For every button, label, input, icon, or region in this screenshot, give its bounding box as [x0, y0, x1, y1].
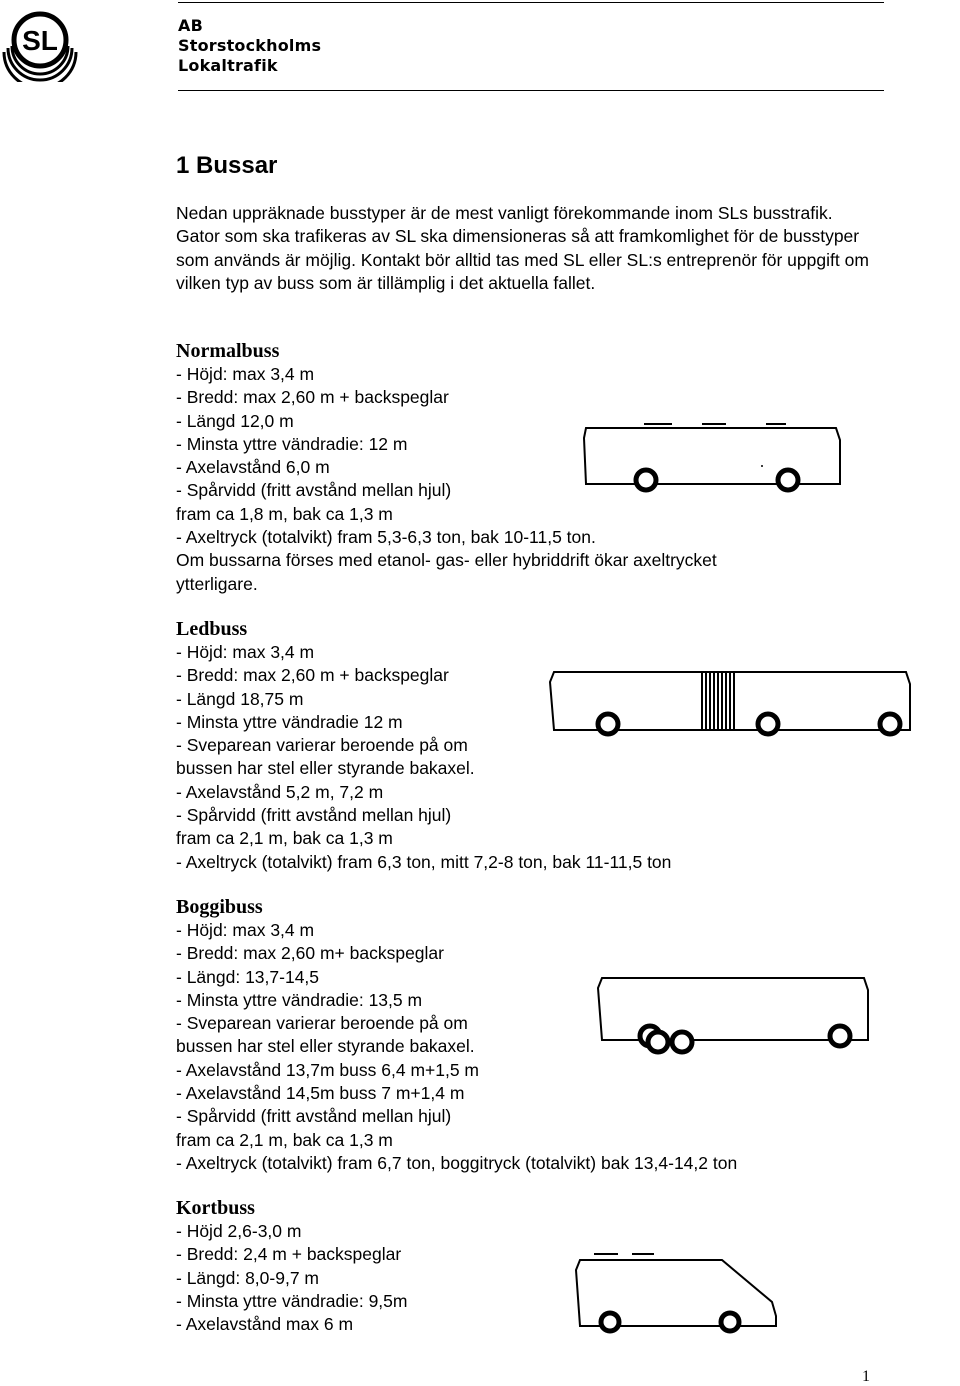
spec-line: bussen har stel eller styrande bakaxel.: [176, 758, 475, 779]
spec-line: - Axeltryck (totalvikt) fram 5,3-6,3 ton, bak 10-11,5 ton.: [176, 527, 596, 548]
company-line-1: AB: [178, 16, 203, 35]
spec-line: - Höjd 2,6-3,0 m: [176, 1221, 302, 1241]
spec-line: ytterligare.: [176, 573, 258, 594]
spec-line: fram ca 1,8 m, bak ca 1,3 m: [176, 503, 393, 524]
spec-line: - Axelavstånd 13,7m buss 6,4 m+1,5 m: [176, 1059, 480, 1080]
section-title: Normalbuss: [176, 340, 280, 362]
intro-paragraph: Nedan uppräknade busstyper är de mest vanligt förekommande inom SLs busstrafik. Gator som ska trafikeras av SL ska dimensioneras så att framkomlighet för de busstyper som används är möjlig. Kontakt bör alltid tas med SL eller SL:s entreprenör för uppgift om vilken typ av buss som är tillämplig i det aktuella fallet.: [176, 203, 869, 293]
spec-line: - Höjd: max 3,4 m: [176, 364, 315, 384]
section-ledbuss: [176, 618, 671, 874]
company-line-2: Storstockholms: [178, 36, 322, 55]
spec-line: - Längd: 13,7-14,5: [176, 966, 320, 987]
spec-line: - Bredd: max 2,60 m + backspeglar: [176, 665, 449, 686]
spec-line: - Höjd: max 3,4 m: [176, 642, 315, 662]
section-title: Boggibuss: [176, 896, 263, 918]
company-name: [178, 16, 321, 76]
spec-line: - Spårvidd (fritt avstånd mellan hjul): [176, 805, 452, 826]
spec-line: - Sveparean varierar beroende på om: [176, 1013, 468, 1034]
spec-list: [176, 1220, 407, 1336]
spec-line: fram ca 2,1 m, bak ca 1,3 m: [176, 1129, 393, 1150]
spec-line: - Bredd: max 2,60 m+ backspeglar: [176, 943, 444, 964]
section-title: Ledbuss: [176, 618, 248, 640]
kortbuss-drawing: [572, 1250, 782, 1336]
spec-line: bussen har stel eller styrande bakaxel.: [176, 1036, 475, 1057]
spec-line: fram ca 2,1 m, bak ca 1,3 m: [176, 828, 393, 849]
spec-line: - Axelavstånd 5,2 m, 7,2 m: [176, 781, 384, 802]
page-heading: 1 Bussar: [176, 152, 278, 179]
spec-line: - Minsta yttre vändradie: 13,5 m: [176, 989, 423, 1010]
spec-line: - Axelavstånd 6,0 m: [176, 457, 330, 478]
section-title: Kortbuss: [176, 1197, 255, 1219]
header-rule-bottom: [178, 90, 884, 91]
spec-line: - Spårvidd (fritt avstånd mellan hjul): [176, 1106, 452, 1127]
spec-line: - Bredd: max 2,60 m + backspeglar: [176, 387, 449, 408]
spec-line: - Axelavstånd max 6 m: [176, 1314, 354, 1335]
ledbuss-drawing: [546, 664, 916, 744]
spec-line: - Minsta yttre vändradie 12 m: [176, 711, 403, 732]
spec-line: - Axeltryck (totalvikt) fram 6,3 ton, mitt 7,2-8 ton, bak 11-11,5 ton: [176, 851, 672, 872]
spec-line: - Axeltryck (totalvikt) fram 6,7 ton, boggitryck (totalvikt) bak 13,4-14,2 ton: [176, 1152, 738, 1173]
spec-line: - Längd 18,75 m: [176, 688, 304, 709]
spec-line: - Längd 12,0 m: [176, 410, 294, 431]
spec-line: - Axelavstånd 14,5m buss 7 m+1,4 m: [176, 1083, 465, 1104]
header-rule-top: [178, 2, 884, 3]
spec-line: - Längd: 8,0-9,7 m: [176, 1267, 319, 1288]
company-line-3: Lokaltrafik: [178, 56, 278, 75]
spec-line: - Minsta yttre vändradie: 9,5m: [176, 1290, 408, 1311]
page-number: 1: [862, 1368, 870, 1385]
logo-text: SL: [22, 25, 58, 56]
boggibuss-extra-wheels: [630, 1022, 850, 1062]
normalbuss-drawing: [580, 418, 844, 500]
spec-line: - Sveparean varierar beroende på om: [176, 735, 468, 756]
section-kortbuss: [176, 1197, 407, 1336]
spec-line: - Höjd: max 3,4 m: [176, 920, 315, 940]
spec-line: - Minsta yttre vändradie: 12 m: [176, 433, 408, 454]
sl-logo: [2, 6, 78, 82]
spec-line: - Bredd: 2,4 m + backspeglar: [176, 1244, 402, 1265]
spec-line: Om bussarna förses med etanol- gas- eller hybriddrift ökar axeltrycket: [176, 550, 717, 571]
spec-line: - Spårvidd (fritt avstånd mellan hjul): [176, 480, 452, 501]
